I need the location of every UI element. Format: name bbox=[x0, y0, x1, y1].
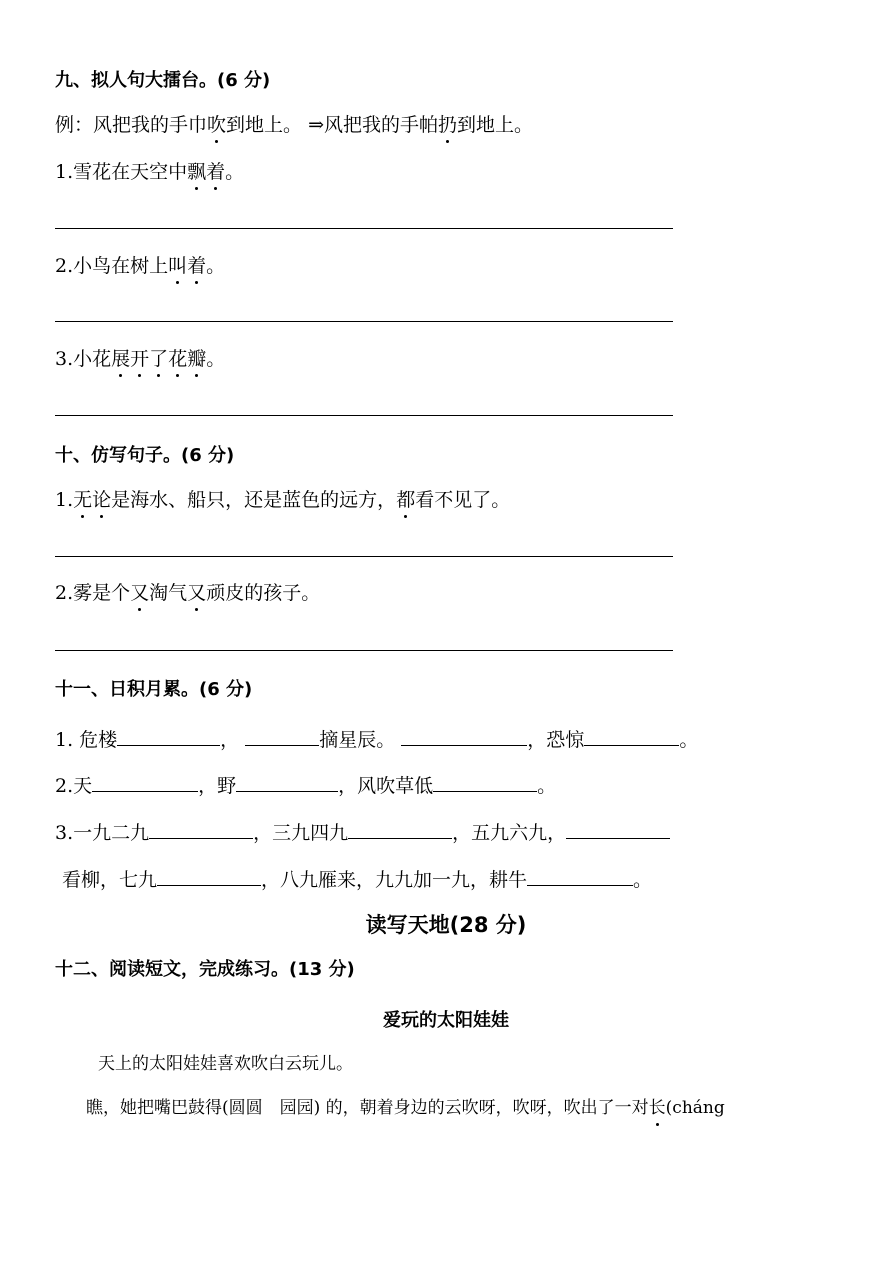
dot-char: 飘 bbox=[187, 161, 207, 183]
dot-char: 瓣 bbox=[187, 348, 207, 370]
fill-blank[interactable] bbox=[584, 725, 679, 746]
example-sentence bbox=[55, 113, 533, 137]
section-12-heading: 十二、阅读短文，完成练习。(13 分) bbox=[55, 959, 355, 980]
s11-question-1 bbox=[55, 725, 698, 752]
s11-question-3 bbox=[55, 818, 670, 845]
passage-title: 爱玩的太阳娃娃 bbox=[383, 1010, 509, 1031]
q-text: ，风吹草低 bbox=[338, 775, 434, 797]
s10-question-1 bbox=[55, 488, 510, 512]
fill-blank[interactable] bbox=[433, 771, 537, 792]
example-dot-word-b: 扔 bbox=[438, 114, 458, 136]
q-text: 。 bbox=[633, 869, 653, 891]
q-text: 。 bbox=[679, 729, 699, 751]
passage-paragraph-2 bbox=[86, 1096, 725, 1120]
dot-char: 叫 bbox=[168, 255, 188, 277]
dot-char: 论 bbox=[92, 489, 112, 511]
example-part-c: 到地上。 bbox=[457, 114, 534, 136]
q-text: 。 bbox=[225, 161, 245, 183]
s9-question-3 bbox=[55, 347, 225, 371]
q-text: 1. 危楼 bbox=[55, 729, 118, 751]
q-text: ，三九四九 bbox=[253, 822, 349, 844]
q-text: ，八九雁来，九九加一九，耕牛 bbox=[261, 869, 528, 891]
dot-char: 着 bbox=[187, 255, 207, 277]
dot-char: 着 bbox=[206, 161, 226, 183]
q-text: 3.一九二九 bbox=[55, 822, 150, 844]
q-text: 摘星辰。 bbox=[319, 729, 396, 751]
q-text: 。 bbox=[206, 255, 226, 277]
q-text: 2.小鸟在树上 bbox=[55, 255, 169, 277]
example-dot-word-a: 吹 bbox=[207, 114, 227, 136]
s10-question-2 bbox=[55, 581, 320, 605]
answer-line[interactable] bbox=[55, 228, 673, 229]
dot-char: 长 bbox=[648, 1098, 666, 1118]
section-title: 读写天地(28 分) bbox=[365, 913, 527, 937]
answer-line[interactable] bbox=[55, 415, 673, 416]
fill-blank[interactable] bbox=[245, 725, 319, 746]
q-text: 1. bbox=[55, 489, 74, 511]
q-text: 看不见了。 bbox=[415, 489, 511, 511]
dot-char: 都 bbox=[396, 489, 416, 511]
dot-char: 开 bbox=[130, 348, 150, 370]
q-text: ，五九六九， bbox=[452, 822, 567, 844]
answer-line[interactable] bbox=[55, 650, 673, 651]
dot-char: 花 bbox=[168, 348, 188, 370]
section-10-heading: 十、仿写句子。(6 分) bbox=[55, 445, 235, 466]
answer-line[interactable] bbox=[55, 321, 673, 322]
q-text: ，野 bbox=[198, 775, 237, 797]
dot-char: 又 bbox=[187, 582, 207, 604]
passage-text: (cháng bbox=[665, 1098, 725, 1118]
q-text: 。 bbox=[206, 348, 226, 370]
s9-question-2 bbox=[55, 254, 225, 278]
example-part-a: 例：风把我的手巾 bbox=[55, 114, 208, 136]
answer-line[interactable] bbox=[55, 556, 673, 557]
q-text: 1.雪花在天空中 bbox=[55, 161, 188, 183]
dot-char: 展 bbox=[111, 348, 131, 370]
passage-paragraph-1: 天上的太阳娃娃喜欢吹白云玩儿。 bbox=[98, 1054, 353, 1074]
dot-char: 无 bbox=[73, 489, 93, 511]
s9-question-1 bbox=[55, 160, 244, 184]
q-text: 2.天 bbox=[55, 775, 93, 797]
fill-blank[interactable] bbox=[401, 725, 527, 746]
s11-question-2 bbox=[55, 771, 556, 798]
q-text: 看柳，七九 bbox=[62, 869, 158, 891]
q-text: 3.小花 bbox=[55, 348, 112, 370]
fill-blank[interactable] bbox=[348, 818, 452, 839]
q-text: ，恐惊 bbox=[527, 729, 585, 751]
fill-blank[interactable] bbox=[527, 865, 633, 886]
fill-blank[interactable] bbox=[149, 818, 253, 839]
fill-blank[interactable] bbox=[92, 771, 198, 792]
q-text: 顽皮的孩子。 bbox=[206, 582, 321, 604]
example-part-b: 到地上。 ⇒风把我的手帕 bbox=[226, 114, 438, 136]
fill-blank[interactable] bbox=[566, 818, 670, 839]
section-9-heading: 九、拟人句大擂台。(6 分) bbox=[55, 70, 271, 91]
dot-char: 了 bbox=[149, 348, 169, 370]
q-text: 淘气 bbox=[149, 582, 188, 604]
fill-blank[interactable] bbox=[236, 771, 338, 792]
passage-text: 瞧，她把嘴巴鼓得(圆圆 园园) 的，朝着身边的云吹呀，吹呀，吹出了一对 bbox=[86, 1098, 649, 1118]
section-11-heading: 十一、日积月累。(6 分) bbox=[55, 679, 253, 700]
fill-blank[interactable] bbox=[157, 865, 261, 886]
q-text: ， bbox=[220, 729, 240, 751]
fill-blank[interactable] bbox=[117, 725, 220, 746]
q-text: 2.雾是个 bbox=[55, 582, 131, 604]
s11-question-3-cont bbox=[62, 865, 652, 892]
q-text: 是海水、船只，还是蓝色的远方， bbox=[111, 489, 397, 511]
dot-char: 又 bbox=[130, 582, 150, 604]
q-text: 。 bbox=[537, 775, 557, 797]
